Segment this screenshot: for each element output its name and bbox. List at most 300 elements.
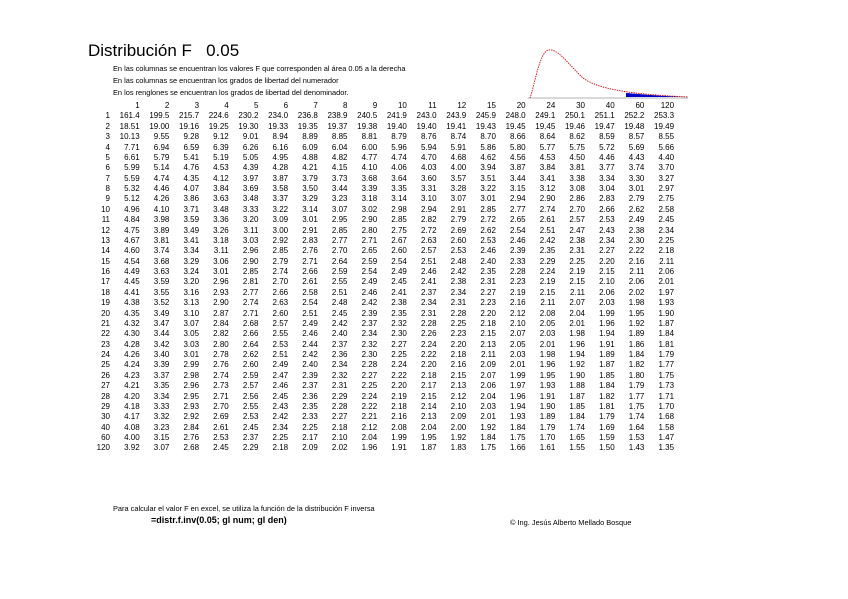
table-cell: 3.33 (153, 401, 170, 411)
table-cell: 3.12 (539, 184, 556, 193)
table-cell: 2.28 (361, 360, 378, 370)
table-cell: 2.31 (450, 298, 467, 308)
table-cell: 238.9 (327, 111, 348, 121)
table-cell: 4.15 (331, 163, 348, 173)
table-cell: 2.18 (450, 350, 467, 359)
table-cell: 3.24 (183, 267, 200, 276)
table-cell: 3.14 (391, 194, 407, 204)
table-cell: 2.25 (658, 235, 675, 245)
table-cell: 2.46 (272, 381, 289, 391)
table-cell: 2.25 (450, 318, 467, 328)
table-cell: 2.27 (599, 246, 615, 256)
table-cell: 2.29 (242, 443, 259, 453)
table-cell: 3.29 (183, 256, 200, 266)
table-cell: 2.93 (213, 287, 229, 297)
table-cell: 2.27 (361, 370, 378, 380)
table-cell: 1.75 (510, 433, 526, 442)
table-cell: 8.64 (539, 132, 556, 142)
table-cell: 19.35 (297, 121, 318, 131)
table-cell: 19.48 (624, 121, 645, 131)
table-cell: 2.75 (391, 225, 407, 235)
table-cell: 2.54 (302, 298, 318, 308)
table-cell: 2.91 (450, 204, 467, 214)
table-cell: 4.06 (391, 163, 407, 173)
table-row (92, 215, 674, 225)
table-cell: 1.84 (480, 433, 496, 442)
table-row (92, 163, 674, 173)
column-header: 8 (343, 101, 348, 110)
table-cell: 8.74 (450, 132, 467, 142)
table-cell: 2.41 (420, 277, 437, 287)
table-cell: 1.98 (569, 329, 585, 339)
table-cell: 2.37 (420, 287, 437, 297)
table-cell: 2.07 (569, 298, 585, 308)
table-cell: 2.16 (510, 298, 526, 308)
table-cell: 3.16 (183, 287, 200, 297)
table-cell: 3.81 (569, 163, 585, 173)
table-cell: 4.10 (153, 204, 170, 214)
table-cell: 2.42 (331, 318, 348, 328)
table-cell: 3.13 (183, 298, 200, 308)
alpha-value: 0.05 (206, 41, 240, 60)
table-cell: 8.59 (599, 132, 615, 142)
table-cell: 2.72 (420, 225, 437, 235)
table-cell: 2.07 (510, 329, 526, 339)
table-cell: 2.86 (569, 194, 585, 204)
table-cell: 2.70 (331, 246, 348, 256)
table-cell: 2.11 (659, 256, 675, 266)
table-cell: 5.72 (599, 142, 615, 152)
table-cell: 2.90 (242, 256, 259, 266)
table-cell: 3.77 (599, 163, 615, 173)
table-cell: 3.41 (183, 235, 200, 245)
note-line-3: En los renglones se encuentran los grados de libertad del denominador. (113, 88, 349, 97)
corner-cell (92, 101, 110, 111)
table-cell: 3.44 (331, 184, 348, 193)
table-cell: 3.05 (183, 329, 200, 339)
table-cell: 2.20 (391, 381, 407, 391)
table-cell: 1.97 (658, 287, 675, 297)
table-cell: 2.42 (450, 267, 467, 276)
table-cell: 2.53 (242, 412, 259, 422)
table-cell: 19.45 (535, 121, 556, 131)
table-cell: 8.81 (361, 132, 378, 142)
table-cell: 3.38 (569, 173, 585, 183)
table-cell: 2.17 (420, 381, 437, 391)
table-cell: 2.21 (361, 412, 378, 422)
table-row (92, 194, 674, 204)
table-cell: 248.0 (505, 111, 526, 121)
table-cell: 1.79 (658, 350, 675, 359)
table-cell: 3.41 (539, 173, 556, 183)
table-cell: 1.84 (658, 329, 675, 339)
table-row (92, 319, 674, 329)
table-cell: 3.59 (153, 277, 170, 287)
table-cell: 3.44 (153, 329, 170, 339)
table-cell: 6.26 (242, 142, 259, 152)
table-cell: 2.09 (450, 412, 467, 422)
table-cell: 2.20 (599, 256, 615, 266)
table-cell: 2.01 (480, 412, 496, 422)
table-cell: 2.34 (331, 360, 348, 370)
table-cell: 1.94 (510, 401, 526, 411)
row-label: 40 (101, 422, 110, 432)
table-cell: 1.47 (658, 433, 675, 442)
table-cell: 6.04 (331, 142, 348, 152)
row-label: 60 (101, 433, 110, 442)
table-cell: 2.71 (361, 235, 378, 245)
table-cell: 2.15 (599, 267, 615, 276)
table-cell: 2.15 (569, 277, 585, 287)
table-cell: 199.5 (149, 111, 170, 121)
table-cell: 3.42 (153, 339, 170, 349)
table-cell: 2.34 (272, 422, 289, 432)
table-cell: 19.38 (357, 121, 378, 131)
table-row (92, 174, 674, 184)
table-cell: 4.23 (124, 370, 140, 380)
table-cell: 2.37 (331, 339, 348, 349)
table-cell: 2.10 (599, 277, 615, 287)
table-cell: 215.7 (179, 111, 200, 121)
table-cell: 2.12 (450, 391, 467, 401)
table-cell: 2.35 (302, 401, 318, 411)
column-header: 20 (516, 101, 526, 110)
table-cell: 2.15 (480, 329, 496, 339)
table-cell: 3.37 (153, 370, 170, 380)
table-cell: 2.37 (361, 318, 378, 328)
table-cell: 2.82 (420, 215, 437, 225)
table-cell: 3.30 (628, 173, 645, 183)
table-cell: 2.31 (480, 277, 496, 287)
table-cell: 5.32 (124, 184, 140, 193)
table-cell: 253.3 (654, 111, 675, 121)
table-cell: 4.03 (420, 163, 437, 173)
row-label: 9 (105, 194, 110, 204)
table-cell: 2.20 (450, 339, 467, 349)
table-cell: 2.49 (361, 277, 378, 287)
table-cell: 2.61 (213, 422, 229, 432)
table-cell: 2.53 (599, 215, 615, 225)
table-cell: 2.58 (302, 287, 318, 297)
table-cell: 1.99 (599, 308, 615, 318)
table-cell: 6.09 (302, 142, 318, 152)
table-cell: 3.27 (658, 173, 675, 183)
table-cell: 3.09 (272, 215, 289, 225)
table-cell: 2.51 (302, 308, 318, 318)
table-cell: 2.01 (658, 277, 675, 287)
column-header: 1 (135, 101, 140, 110)
table-cell: 4.60 (124, 246, 140, 256)
table-cell: 2.22 (361, 401, 378, 411)
table-cell: 3.87 (510, 163, 526, 173)
table-cell: 3.10 (183, 308, 200, 318)
table-row (92, 392, 674, 402)
table-cell: 2.46 (420, 267, 437, 276)
table-cell: 2.18 (391, 401, 407, 411)
f-table (92, 101, 674, 454)
table-cell: 4.68 (450, 152, 467, 162)
table-cell: 2.83 (302, 235, 318, 245)
table-cell: 2.65 (510, 215, 526, 225)
table-cell: 2.98 (183, 370, 200, 380)
table-cell: 4.21 (302, 163, 318, 173)
table-cell: 2.24 (391, 360, 407, 370)
row-label: 120 (96, 443, 110, 453)
table-cell: 2.27 (480, 287, 496, 297)
table-cell: 2.16 (391, 412, 407, 422)
table-cell: 2.30 (628, 235, 645, 245)
table-cell: 2.59 (331, 267, 348, 276)
excel-note: Para calcular el valor F en excel, se utiliza la función de la distribución F inversa (113, 504, 375, 513)
table-cell: 2.79 (628, 194, 645, 204)
table-cell: 2.60 (242, 360, 259, 370)
table-cell: 2.43 (272, 401, 289, 411)
table-cell: 2.42 (361, 298, 378, 308)
table-cell: 2.34 (420, 298, 437, 308)
table-cell: 252.2 (624, 111, 645, 121)
table-cell: 4.49 (124, 267, 140, 276)
table-cell: 2.42 (539, 235, 556, 245)
table-cell: 3.98 (153, 215, 170, 225)
table-cell: 2.01 (539, 339, 556, 349)
table-cell: 2.31 (569, 246, 585, 256)
table-cell: 3.86 (183, 194, 200, 204)
table-cell: 2.80 (361, 225, 378, 235)
table-cell: 3.33 (242, 204, 259, 214)
table-cell: 19.46 (564, 121, 585, 131)
row-label: 26 (101, 370, 110, 380)
table-cell: 2.08 (391, 422, 407, 432)
note-line-1: En las columnas se encuentran los valores F que corresponden al área 0.05 a la derecha (113, 64, 406, 73)
table-cell: 2.11 (480, 350, 496, 359)
table-cell: 224.6 (208, 111, 229, 121)
column-header: 7 (313, 101, 318, 110)
table-cell: 2.94 (420, 204, 437, 214)
table-cell: 2.74 (242, 298, 259, 308)
table-cell: 2.72 (480, 215, 496, 225)
table-cell: 2.10 (510, 318, 526, 328)
table-cell: 1.91 (391, 443, 407, 453)
table-cell: 18.51 (119, 121, 140, 131)
table-cell: 2.51 (331, 287, 348, 297)
table-cell: 2.79 (450, 215, 467, 225)
table-cell: 2.34 (658, 225, 675, 235)
table-cell: 1.89 (628, 329, 645, 339)
table-cell: 3.15 (510, 184, 526, 193)
table-cell: 2.31 (420, 308, 437, 318)
table-cell: 3.94 (480, 163, 496, 173)
table-cell: 3.60 (420, 173, 437, 183)
table-cell: 2.12 (361, 422, 378, 432)
table-cell: 1.82 (628, 360, 645, 370)
table-cell: 2.37 (302, 381, 318, 391)
table-cell: 3.51 (480, 173, 496, 183)
table-row (92, 277, 674, 287)
table-cell: 2.70 (213, 401, 229, 411)
table-cell: 2.25 (302, 422, 318, 432)
table-cell: 3.97 (242, 173, 259, 183)
table-cell: 1.86 (628, 339, 645, 349)
row-label: 22 (101, 329, 110, 339)
table-cell: 1.83 (450, 443, 467, 453)
table-cell: 4.39 (242, 163, 259, 173)
table-cell: 3.81 (153, 235, 170, 245)
column-header: 6 (283, 101, 289, 110)
table-cell: 3.08 (569, 184, 585, 193)
table-cell: 2.46 (361, 287, 378, 297)
table-cell: 3.04 (599, 184, 615, 193)
table-cell: 4.50 (569, 152, 585, 162)
table-cell: 2.25 (569, 256, 585, 266)
table-cell: 2.85 (391, 215, 407, 225)
column-header: 4 (224, 101, 229, 110)
table-cell: 3.14 (302, 204, 318, 214)
row-label: 30 (101, 412, 110, 422)
table-cell: 3.34 (183, 246, 200, 256)
table-cell: 1.64 (628, 422, 645, 432)
table-cell: 4.21 (124, 381, 140, 391)
table-cell: 1.96 (510, 391, 526, 401)
table-cell: 3.63 (153, 267, 170, 276)
table-cell: 4.53 (213, 163, 229, 173)
table-cell: 5.14 (153, 163, 170, 173)
excel-formula: =distr.f.inv(0.05; gl num; gl den) (151, 515, 287, 525)
table-cell: 2.42 (302, 350, 318, 359)
table-cell: 2.64 (331, 256, 348, 266)
row-label: 17 (101, 277, 110, 287)
table-cell: 8.62 (569, 132, 585, 142)
table-cell: 3.49 (153, 308, 170, 318)
table-cell: 4.17 (124, 412, 140, 422)
table-cell: 2.85 (480, 204, 496, 214)
row-label: 5 (105, 152, 110, 162)
table-cell: 3.79 (302, 173, 318, 183)
table-cell: 2.54 (391, 256, 407, 266)
table-cell: 4.46 (599, 152, 615, 162)
table-cell: 2.57 (272, 318, 289, 328)
table-cell: 4.28 (272, 163, 289, 173)
table-cell: 4.67 (124, 235, 140, 245)
table-cell: 3.92 (124, 443, 140, 453)
table-cell: 2.15 (420, 391, 437, 401)
table-cell: 19.25 (208, 121, 229, 131)
table-cell: 2.43 (599, 225, 615, 235)
table-cell: 1.43 (628, 443, 645, 453)
table-cell: 2.13 (420, 412, 437, 422)
column-header: 9 (372, 101, 378, 110)
table-cell: 3.74 (153, 246, 170, 256)
table-cell: 6.59 (183, 142, 200, 152)
table-cell: 2.04 (420, 422, 437, 432)
table-cell: 19.16 (179, 121, 200, 131)
table-cell: 1.82 (599, 391, 615, 401)
table-cell: 2.41 (391, 287, 407, 297)
table-cell: 2.11 (629, 267, 645, 276)
table-cell: 1.89 (539, 412, 556, 422)
table-cell: 2.05 (539, 318, 556, 328)
table-cell: 1.79 (628, 381, 645, 391)
table-cell: 2.03 (599, 298, 615, 308)
table-cell: 2.25 (361, 381, 378, 391)
column-header: 3 (194, 101, 200, 110)
table-cell: 2.55 (272, 329, 289, 339)
table-cell: 1.89 (599, 350, 615, 359)
row-label: 2 (105, 121, 110, 131)
table-cell: 2.76 (213, 360, 229, 370)
row-label: 15 (101, 256, 110, 266)
table-cell: 4.12 (213, 173, 229, 183)
table-cell: 1.91 (599, 339, 615, 349)
table-cell: 2.29 (331, 391, 348, 401)
table-cell: 1.85 (599, 370, 615, 380)
table-cell: 5.79 (153, 152, 170, 162)
table-cell: 2.69 (213, 412, 229, 422)
row-label: 21 (101, 318, 110, 328)
table-cell: 2.49 (302, 318, 318, 328)
row-label: 19 (101, 298, 110, 308)
table-cell: 2.45 (658, 215, 675, 225)
f-distribution-curve-graphic (528, 44, 688, 100)
table-cell: 2.33 (510, 256, 526, 266)
table-cell: 2.06 (658, 267, 675, 276)
table-cell: 2.35 (539, 246, 556, 256)
table-cell: 1.87 (599, 360, 615, 370)
table-cell: 2.42 (272, 412, 289, 422)
table-cell: 2.99 (183, 360, 200, 370)
table-row (92, 350, 674, 360)
table-cell: 4.45 (124, 277, 140, 287)
table-cell: 2.30 (361, 350, 378, 359)
table-cell: 3.07 (450, 194, 467, 204)
table-cell: 8.55 (658, 132, 675, 142)
table-cell: 2.35 (480, 267, 496, 276)
table-row (92, 184, 674, 194)
table-row (92, 153, 674, 163)
table-row (92, 329, 674, 339)
table-row (92, 443, 674, 453)
table-cell: 2.11 (540, 298, 556, 308)
table-cell: 2.08 (539, 308, 556, 318)
table-cell: 243.0 (416, 111, 437, 121)
table-cell: 5.59 (124, 173, 140, 183)
table-cell: 2.46 (302, 329, 318, 339)
table-cell: 5.66 (658, 142, 675, 152)
table-cell: 3.58 (272, 184, 289, 193)
table-row (92, 412, 674, 422)
table-cell: 3.22 (272, 204, 289, 214)
table-cell: 3.02 (361, 204, 378, 214)
table-cell: 2.02 (331, 443, 348, 453)
table-cell: 2.03 (539, 329, 556, 339)
table-cell: 4.20 (124, 391, 140, 401)
row-label: 18 (101, 287, 110, 297)
table-cell: 2.27 (331, 412, 348, 422)
table-cell: 4.82 (331, 152, 348, 162)
table-cell: 5.12 (124, 194, 140, 204)
table-cell: 3.70 (658, 163, 675, 173)
table-cell: 3.48 (242, 194, 259, 204)
table-cell: 2.34 (599, 235, 615, 245)
table-cell: 3.34 (599, 173, 615, 183)
column-header: 2 (164, 101, 170, 110)
table-cell: 2.94 (510, 194, 526, 204)
table-cell: 2.45 (391, 277, 407, 287)
table-cell: 3.00 (272, 225, 289, 235)
table-cell: 1.92 (569, 360, 585, 370)
table-cell: 1.61 (539, 443, 556, 453)
table-cell: 1.84 (510, 422, 526, 432)
table-cell: 1.75 (628, 401, 645, 411)
